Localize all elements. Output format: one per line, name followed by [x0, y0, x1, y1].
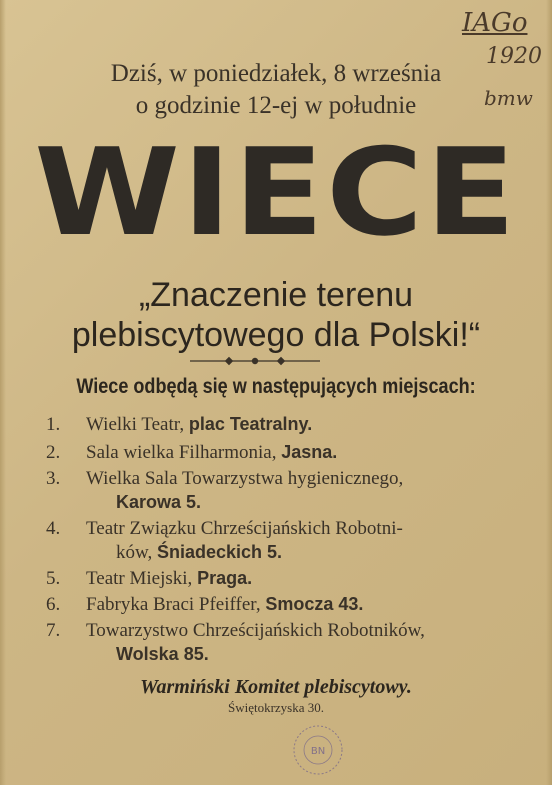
- time-line: o godzinie 12-ej w południe: [135, 92, 417, 119]
- venue-address: Śniadeckich 5.: [157, 542, 283, 562]
- date-line: Dziś, w poniedziałek, 8 września: [110, 60, 442, 87]
- list-item: [86, 568, 252, 590]
- list-item: [86, 442, 337, 464]
- headline: WIECE: [34, 121, 518, 263]
- venue-address: plac Teatralny.: [188, 414, 313, 434]
- venue-address: Praga.: [197, 568, 253, 588]
- subtitle-line-2: plebiscytowego dla Polski!“: [71, 316, 481, 354]
- venue-address: Smocza 43.: [265, 594, 364, 614]
- library-mark-annotation: bmw: [484, 86, 533, 110]
- venue-address: Jasna.: [281, 442, 338, 462]
- list-item-number: 4.: [46, 518, 61, 539]
- list-item: Wielka Sala Towarzystwa hygienicznego,: [86, 468, 404, 489]
- venue-text: Sala wielka Filharmonia,: [86, 442, 282, 463]
- ornament-divider: [190, 355, 320, 367]
- list-item: [86, 594, 363, 616]
- list-item: Towarzystwo Chrześcijańskich Robotników,: [86, 620, 425, 641]
- list-item: [86, 414, 312, 436]
- list-item-number: 1.: [46, 414, 61, 435]
- intro-line: Wiece odbędą się w następujących miejscach:: [76, 375, 476, 398]
- list-item-number: 5.: [46, 568, 61, 589]
- subtitle-line-1: „Znaczenie terenu: [138, 276, 414, 314]
- committee-address: Świętokrzyska 30.: [227, 700, 325, 715]
- list-item-number: 7.: [46, 620, 61, 641]
- list-item-number: 3.: [46, 468, 61, 489]
- list-item: Teatr Związku Chrześcijańskich Robotni-: [86, 518, 403, 539]
- list-item-number: 2.: [46, 442, 61, 463]
- venue-text: Teatr Miejski,: [86, 568, 198, 589]
- venue-address: Karowa 5.: [116, 492, 202, 512]
- venue-text: Wielki Teatr,: [86, 414, 189, 435]
- year-annotation: 1920: [486, 44, 542, 69]
- svg-text:BN: BN: [310, 746, 326, 757]
- list-item-continuation: [116, 542, 282, 564]
- call-number-annotation: IAGo: [462, 8, 528, 38]
- list-item-number: 6.: [46, 594, 61, 615]
- library-stamp: [290, 722, 346, 778]
- venue-text: ków,: [116, 542, 157, 563]
- venue-address: Wolska 85.: [116, 644, 209, 664]
- venue-text: Fabryka Braci Pfeiffer,: [86, 594, 266, 615]
- committee-signature: Warmiński Komitet plebiscytowy.: [140, 676, 412, 698]
